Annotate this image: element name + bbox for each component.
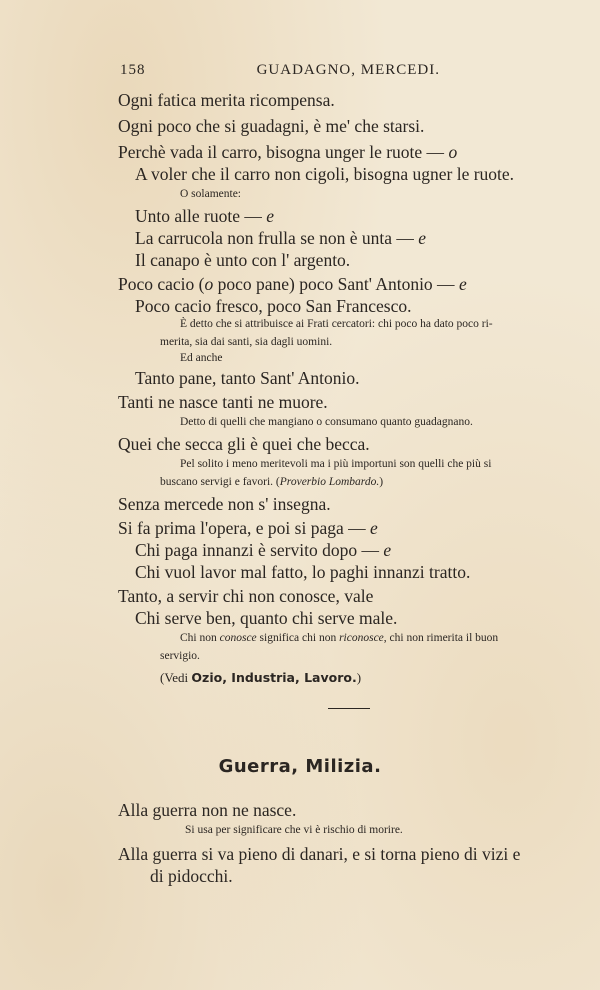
page-number: 158 [120,62,146,78]
proverb-line: Tanto pane, tanto Sant' Antonio. [135,368,360,388]
proverb-line: Chi paga innanzi è servito dopo — e [135,540,392,560]
cross-reference: (Vedi Ozio, Industria, Lavoro.) [160,670,362,685]
proverb-line: Il canapo è unto con l' argento. [135,250,351,270]
note-line: servigio. [160,650,200,662]
note-line: buscano servigi e favori. (Proverbio Lombardo.) [160,476,384,488]
running-title: GUADAGNO, MERCEDI. [256,62,440,78]
note-line: O solamente: [180,188,241,200]
proverb-line: Alla guerra si va pieno di danari, e si torna pieno di vizi e [118,844,521,864]
note-line: È detto che si attribuisce ai Frati cercatori: chi poco ha dato poco ri- [180,318,493,330]
proverb-line: A voler che il carro non cigoli, bisogna ugner le ruote. [135,164,515,184]
section-divider [328,708,370,709]
proverb-line: Unto alle ruote — e [135,206,274,226]
page-header [120,62,440,79]
proverb-line: Chi serve ben, quanto chi serve male. [135,608,398,628]
note-line: Pel solito i meno meritevoli ma i più importuni son quelli che più si [180,458,492,470]
proverb-line: La carrucola non frulla se non è unta — e [135,228,427,248]
proverb-line: Ogni fatica merita ricompensa. [118,90,335,110]
proverb-line: Perchè vada il carro, bisogna unger le ruote — o [118,142,458,162]
proverb-line: Ogni poco che si guadagni, è me' che starsi. [118,116,425,136]
proverb-line: Tanto, a servir chi non conosce, vale [118,586,374,606]
note-line: merita, sia dai santi, sia dagli uomini. [160,336,333,348]
note-line: Detto di quelli che mangiano o consumano quanto guadagnano. [180,416,473,428]
section-heading: Guerra, Milizia. [218,756,382,777]
proverb-line: Poco cacio (o poco pane) poco Sant' Antonio — e [118,274,467,294]
proverb-line: Tanti ne nasce tanti ne muore. [118,392,328,412]
proverb-line: Chi vuol lavor mal fatto, lo paghi innanzi tratto. [135,562,471,582]
proverb-line: Alla guerra non ne nasce. [118,800,297,820]
proverb-line: Si fa prima l'opera, e poi si paga — e [118,518,378,538]
note-line: Chi non conosce significa chi non riconosce, chi non rimerita il buon [180,632,499,644]
proverb-line: Senza mercede non s' insegna. [118,494,331,514]
note-line: Ed anche [180,352,223,364]
proverb-line: di pidocchi. [150,866,233,886]
proverb-line: Poco cacio fresco, poco San Francesco. [135,296,412,316]
proverb-line: Quei che secca gli è quei che becca. [118,434,370,454]
note-line: Si usa per significare che vi è rischio di morire. [185,824,403,836]
